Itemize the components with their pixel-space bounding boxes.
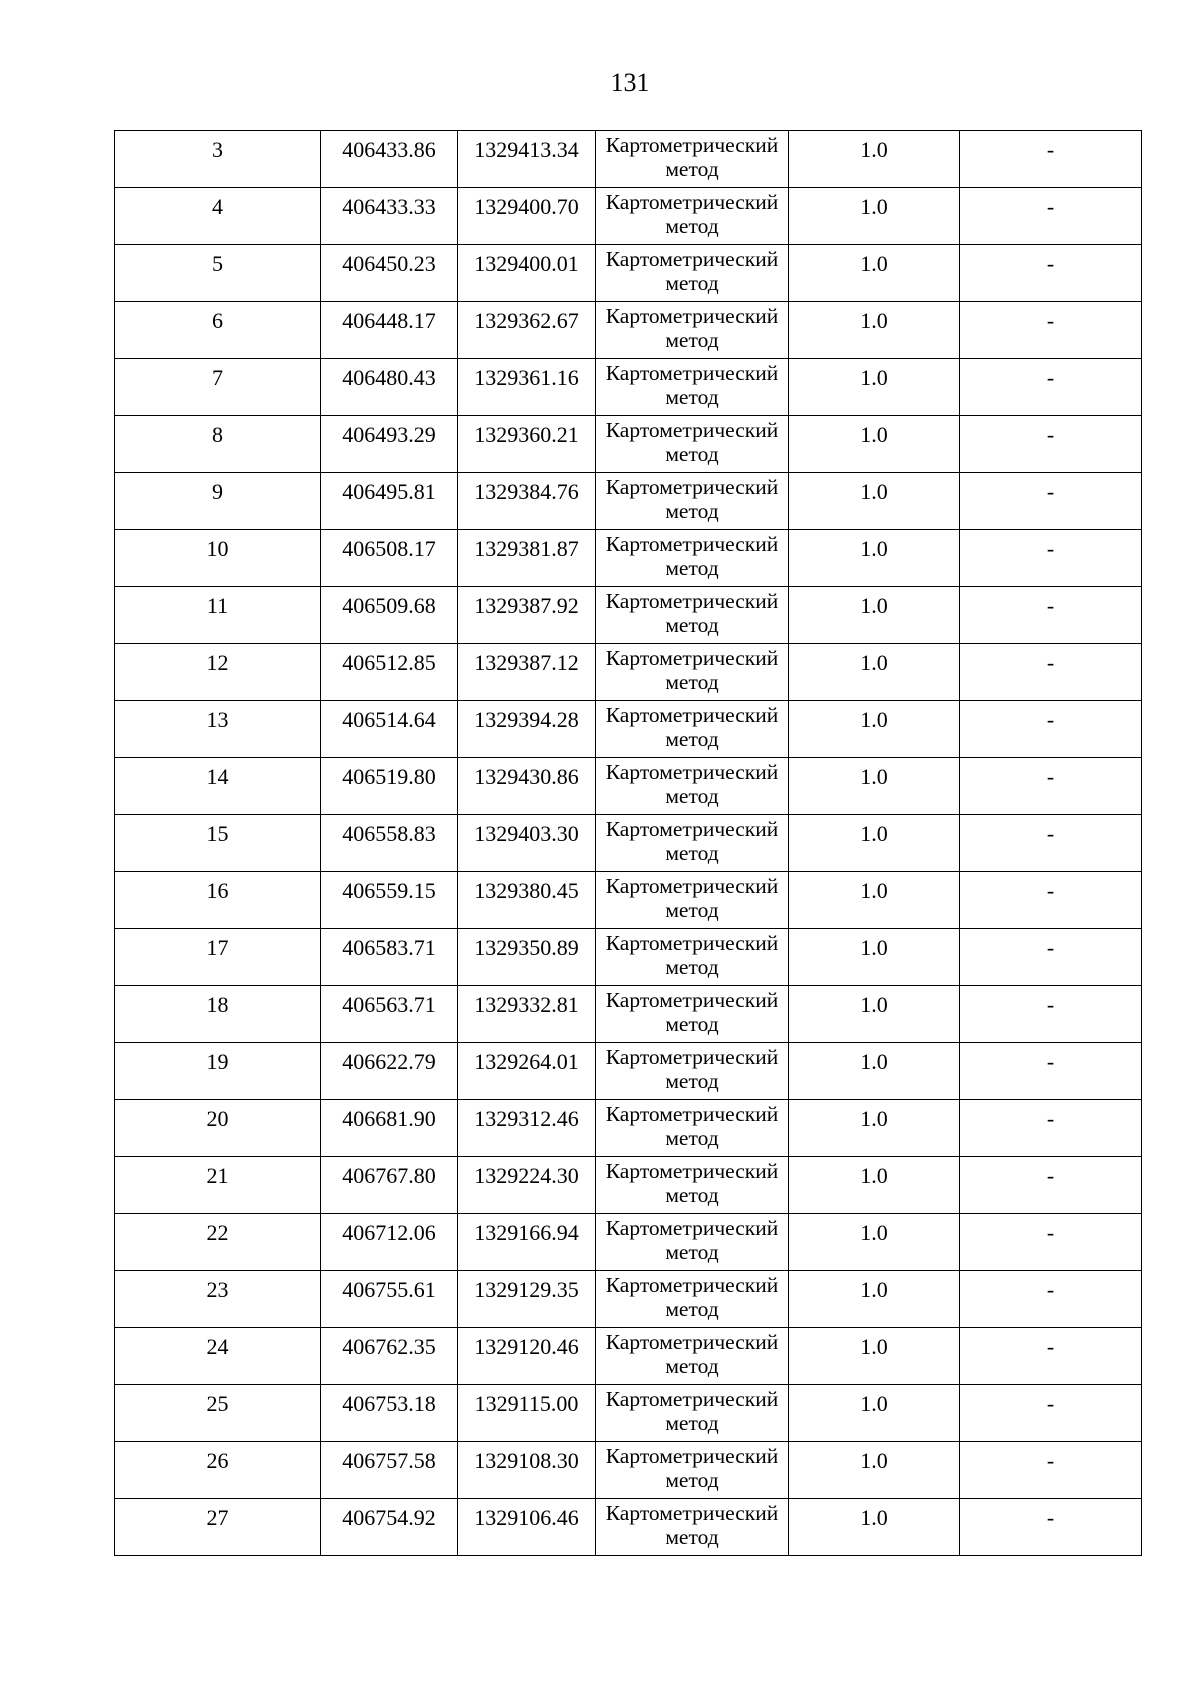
accuracy-cell: 1.0 bbox=[789, 131, 960, 188]
method-text-line: Картометрический bbox=[605, 931, 779, 955]
method-text-line: Картометрический bbox=[605, 1330, 779, 1354]
method-text-line: метод bbox=[665, 1354, 719, 1378]
method-cell bbox=[596, 359, 789, 416]
description-cell: - bbox=[960, 986, 1142, 1043]
table-row bbox=[115, 1100, 1142, 1157]
method-text-line: Картометрический bbox=[605, 133, 779, 157]
method-text-line: Картометрический bbox=[605, 418, 779, 442]
method-text-line: Картометрический bbox=[605, 646, 779, 670]
point-number-cell: 25 bbox=[115, 1385, 321, 1442]
x-coordinate-cell: 406767.80 bbox=[321, 1157, 458, 1214]
description-cell: - bbox=[960, 530, 1142, 587]
y-coordinate-cell: 1329332.81 bbox=[458, 986, 596, 1043]
accuracy-cell: 1.0 bbox=[789, 758, 960, 815]
accuracy-cell: 1.0 bbox=[789, 1328, 960, 1385]
method-cell bbox=[596, 644, 789, 701]
x-coordinate-cell: 406681.90 bbox=[321, 1100, 458, 1157]
y-coordinate-cell: 1329312.46 bbox=[458, 1100, 596, 1157]
table-row bbox=[115, 1442, 1142, 1499]
method-text-line: метод bbox=[665, 328, 719, 352]
point-number-cell: 14 bbox=[115, 758, 321, 815]
description-cell: - bbox=[960, 1271, 1142, 1328]
method-text-line: метод bbox=[665, 784, 719, 808]
method-text-line: Картометрический bbox=[605, 304, 779, 328]
accuracy-cell: 1.0 bbox=[789, 188, 960, 245]
point-number-cell: 10 bbox=[115, 530, 321, 587]
description-cell: - bbox=[960, 587, 1142, 644]
method-text-line: метод bbox=[665, 898, 719, 922]
y-coordinate-cell: 1329430.86 bbox=[458, 758, 596, 815]
method-cell bbox=[596, 929, 789, 986]
description-cell: - bbox=[960, 1214, 1142, 1271]
table-row bbox=[115, 359, 1142, 416]
point-number-cell: 7 bbox=[115, 359, 321, 416]
method-cell bbox=[596, 1499, 789, 1556]
table-row bbox=[115, 1499, 1142, 1556]
point-number-cell: 15 bbox=[115, 815, 321, 872]
table-row bbox=[115, 701, 1142, 758]
y-coordinate-cell: 1329400.01 bbox=[458, 245, 596, 302]
y-coordinate-cell: 1329350.89 bbox=[458, 929, 596, 986]
method-text-line: Картометрический bbox=[605, 589, 779, 613]
accuracy-cell: 1.0 bbox=[789, 1157, 960, 1214]
method-cell bbox=[596, 131, 789, 188]
point-number-cell: 6 bbox=[115, 302, 321, 359]
table-row bbox=[115, 188, 1142, 245]
table-row bbox=[115, 758, 1142, 815]
method-text-line: Картометрический bbox=[605, 1444, 779, 1468]
x-coordinate-cell: 406433.33 bbox=[321, 188, 458, 245]
table-row bbox=[115, 644, 1142, 701]
table-row bbox=[115, 1328, 1142, 1385]
x-coordinate-cell: 406622.79 bbox=[321, 1043, 458, 1100]
x-coordinate-cell: 406448.17 bbox=[321, 302, 458, 359]
x-coordinate-cell: 406512.85 bbox=[321, 644, 458, 701]
x-coordinate-cell: 406757.58 bbox=[321, 1442, 458, 1499]
x-coordinate-cell: 406754.92 bbox=[321, 1499, 458, 1556]
table-row bbox=[115, 416, 1142, 473]
x-coordinate-cell: 406433.86 bbox=[321, 131, 458, 188]
point-number-cell: 5 bbox=[115, 245, 321, 302]
method-cell bbox=[596, 872, 789, 929]
x-coordinate-cell: 406753.18 bbox=[321, 1385, 458, 1442]
y-coordinate-cell: 1329362.67 bbox=[458, 302, 596, 359]
method-text-line: Картометрический bbox=[605, 1216, 779, 1240]
method-text-line: метод bbox=[665, 1468, 719, 1492]
y-coordinate-cell: 1329380.45 bbox=[458, 872, 596, 929]
method-text-line: Картометрический bbox=[605, 817, 779, 841]
method-text-line: метод bbox=[665, 1069, 719, 1093]
point-number-cell: 26 bbox=[115, 1442, 321, 1499]
table-row bbox=[115, 929, 1142, 986]
method-text-line: Картометрический bbox=[605, 1273, 779, 1297]
x-coordinate-cell: 406762.35 bbox=[321, 1328, 458, 1385]
x-coordinate-cell: 406493.29 bbox=[321, 416, 458, 473]
table-row bbox=[115, 1385, 1142, 1442]
accuracy-cell: 1.0 bbox=[789, 1442, 960, 1499]
x-coordinate-cell: 406514.64 bbox=[321, 701, 458, 758]
method-text-line: Картометрический bbox=[605, 1045, 779, 1069]
x-coordinate-cell: 406563.71 bbox=[321, 986, 458, 1043]
method-text-line: Картометрический bbox=[605, 1159, 779, 1183]
accuracy-cell: 1.0 bbox=[789, 644, 960, 701]
method-text-line: метод bbox=[665, 1126, 719, 1150]
point-number-cell: 27 bbox=[115, 1499, 321, 1556]
method-cell bbox=[596, 1157, 789, 1214]
method-text-line: метод bbox=[665, 1012, 719, 1036]
method-text-line: метод bbox=[665, 1297, 719, 1321]
method-text-line: метод bbox=[665, 841, 719, 865]
y-coordinate-cell: 1329387.12 bbox=[458, 644, 596, 701]
y-coordinate-cell: 1329381.87 bbox=[458, 530, 596, 587]
coordinates-table-body bbox=[115, 131, 1142, 1556]
x-coordinate-cell: 406508.17 bbox=[321, 530, 458, 587]
table-row bbox=[115, 815, 1142, 872]
accuracy-cell: 1.0 bbox=[789, 359, 960, 416]
point-number-cell: 13 bbox=[115, 701, 321, 758]
table-row bbox=[115, 473, 1142, 530]
point-number-cell: 16 bbox=[115, 872, 321, 929]
y-coordinate-cell: 1329361.16 bbox=[458, 359, 596, 416]
accuracy-cell: 1.0 bbox=[789, 473, 960, 530]
method-text-line: метод bbox=[665, 670, 719, 694]
x-coordinate-cell: 406558.83 bbox=[321, 815, 458, 872]
description-cell: - bbox=[960, 1043, 1142, 1100]
method-text-line: Картометрический bbox=[605, 361, 779, 385]
description-cell: - bbox=[960, 1328, 1142, 1385]
method-text-line: метод bbox=[665, 271, 719, 295]
point-number-cell: 17 bbox=[115, 929, 321, 986]
method-text-line: Картометрический bbox=[605, 703, 779, 727]
method-text-line: метод bbox=[665, 1525, 719, 1549]
method-text-line: метод bbox=[665, 955, 719, 979]
description-cell: - bbox=[960, 473, 1142, 530]
description-cell: - bbox=[960, 872, 1142, 929]
y-coordinate-cell: 1329394.28 bbox=[458, 701, 596, 758]
table-row bbox=[115, 986, 1142, 1043]
method-cell bbox=[596, 986, 789, 1043]
table-row bbox=[115, 131, 1142, 188]
description-cell: - bbox=[960, 188, 1142, 245]
coordinates-table bbox=[114, 130, 1142, 1556]
y-coordinate-cell: 1329403.30 bbox=[458, 815, 596, 872]
method-cell bbox=[596, 758, 789, 815]
method-text-line: метод bbox=[665, 1183, 719, 1207]
y-coordinate-cell: 1329384.76 bbox=[458, 473, 596, 530]
method-cell bbox=[596, 1271, 789, 1328]
point-number-cell: 4 bbox=[115, 188, 321, 245]
y-coordinate-cell: 1329400.70 bbox=[458, 188, 596, 245]
x-coordinate-cell: 406450.23 bbox=[321, 245, 458, 302]
table-row bbox=[115, 587, 1142, 644]
method-text-line: метод bbox=[665, 214, 719, 238]
method-text-line: Картометрический bbox=[605, 247, 779, 271]
y-coordinate-cell: 1329166.94 bbox=[458, 1214, 596, 1271]
x-coordinate-cell: 406509.68 bbox=[321, 587, 458, 644]
accuracy-cell: 1.0 bbox=[789, 587, 960, 644]
description-cell: - bbox=[960, 1157, 1142, 1214]
method-text-line: Картометрический bbox=[605, 1102, 779, 1126]
description-cell: - bbox=[960, 644, 1142, 701]
accuracy-cell: 1.0 bbox=[789, 1271, 960, 1328]
table-row bbox=[115, 245, 1142, 302]
description-cell: - bbox=[960, 1385, 1142, 1442]
method-cell bbox=[596, 473, 789, 530]
accuracy-cell: 1.0 bbox=[789, 815, 960, 872]
point-number-cell: 9 bbox=[115, 473, 321, 530]
description-cell: - bbox=[960, 302, 1142, 359]
method-cell bbox=[596, 1100, 789, 1157]
x-coordinate-cell: 406583.71 bbox=[321, 929, 458, 986]
point-number-cell: 12 bbox=[115, 644, 321, 701]
method-cell bbox=[596, 245, 789, 302]
point-number-cell: 8 bbox=[115, 416, 321, 473]
accuracy-cell: 1.0 bbox=[789, 1499, 960, 1556]
point-number-cell: 22 bbox=[115, 1214, 321, 1271]
method-cell bbox=[596, 701, 789, 758]
description-cell: - bbox=[960, 131, 1142, 188]
method-text-line: Картометрический bbox=[605, 874, 779, 898]
description-cell: - bbox=[960, 929, 1142, 986]
method-text-line: Картометрический bbox=[605, 1501, 779, 1525]
description-cell: - bbox=[960, 1442, 1142, 1499]
x-coordinate-cell: 406712.06 bbox=[321, 1214, 458, 1271]
accuracy-cell: 1.0 bbox=[789, 302, 960, 359]
x-coordinate-cell: 406559.15 bbox=[321, 872, 458, 929]
accuracy-cell: 1.0 bbox=[789, 1100, 960, 1157]
method-cell bbox=[596, 1442, 789, 1499]
x-coordinate-cell: 406519.80 bbox=[321, 758, 458, 815]
method-text-line: Картометрический bbox=[605, 760, 779, 784]
description-cell: - bbox=[960, 1100, 1142, 1157]
method-cell bbox=[596, 302, 789, 359]
description-cell: - bbox=[960, 758, 1142, 815]
accuracy-cell: 1.0 bbox=[789, 245, 960, 302]
accuracy-cell: 1.0 bbox=[789, 872, 960, 929]
y-coordinate-cell: 1329129.35 bbox=[458, 1271, 596, 1328]
method-cell bbox=[596, 1328, 789, 1385]
description-cell: - bbox=[960, 1499, 1142, 1556]
method-cell bbox=[596, 416, 789, 473]
method-text-line: метод bbox=[665, 613, 719, 637]
method-text-line: метод bbox=[665, 556, 719, 580]
method-text-line: Картометрический bbox=[605, 475, 779, 499]
table-row bbox=[115, 530, 1142, 587]
method-text-line: Картометрический bbox=[605, 190, 779, 214]
y-coordinate-cell: 1329360.21 bbox=[458, 416, 596, 473]
y-coordinate-cell: 1329115.00 bbox=[458, 1385, 596, 1442]
method-text-line: Картометрический bbox=[605, 1387, 779, 1411]
description-cell: - bbox=[960, 416, 1142, 473]
accuracy-cell: 1.0 bbox=[789, 1214, 960, 1271]
y-coordinate-cell: 1329120.46 bbox=[458, 1328, 596, 1385]
description-cell: - bbox=[960, 815, 1142, 872]
method-text-line: метод bbox=[665, 442, 719, 466]
accuracy-cell: 1.0 bbox=[789, 929, 960, 986]
table-row bbox=[115, 1271, 1142, 1328]
description-cell: - bbox=[960, 359, 1142, 416]
method-text-line: метод bbox=[665, 157, 719, 181]
method-cell bbox=[596, 188, 789, 245]
method-cell bbox=[596, 815, 789, 872]
method-cell bbox=[596, 1385, 789, 1442]
accuracy-cell: 1.0 bbox=[789, 416, 960, 473]
method-text-line: метод bbox=[665, 499, 719, 523]
y-coordinate-cell: 1329224.30 bbox=[458, 1157, 596, 1214]
method-cell bbox=[596, 1043, 789, 1100]
description-cell: - bbox=[960, 245, 1142, 302]
y-coordinate-cell: 1329108.30 bbox=[458, 1442, 596, 1499]
method-text-line: Картометрический bbox=[605, 988, 779, 1012]
table-row bbox=[115, 302, 1142, 359]
method-text-line: метод bbox=[665, 1411, 719, 1435]
point-number-cell: 19 bbox=[115, 1043, 321, 1100]
accuracy-cell: 1.0 bbox=[789, 1043, 960, 1100]
accuracy-cell: 1.0 bbox=[789, 530, 960, 587]
point-number-cell: 18 bbox=[115, 986, 321, 1043]
page-number: 131 bbox=[610, 68, 650, 97]
point-number-cell: 21 bbox=[115, 1157, 321, 1214]
point-number-cell: 24 bbox=[115, 1328, 321, 1385]
method-text-line: метод bbox=[665, 1240, 719, 1264]
accuracy-cell: 1.0 bbox=[789, 986, 960, 1043]
point-number-cell: 11 bbox=[115, 587, 321, 644]
accuracy-cell: 1.0 bbox=[789, 1385, 960, 1442]
y-coordinate-cell: 1329264.01 bbox=[458, 1043, 596, 1100]
y-coordinate-cell: 1329387.92 bbox=[458, 587, 596, 644]
table-row bbox=[115, 1214, 1142, 1271]
table-row bbox=[115, 1157, 1142, 1214]
method-text-line: метод bbox=[665, 385, 719, 409]
x-coordinate-cell: 406480.43 bbox=[321, 359, 458, 416]
point-number-cell: 3 bbox=[115, 131, 321, 188]
point-number-cell: 20 bbox=[115, 1100, 321, 1157]
method-cell bbox=[596, 530, 789, 587]
method-cell bbox=[596, 587, 789, 644]
table-row bbox=[115, 1043, 1142, 1100]
accuracy-cell: 1.0 bbox=[789, 701, 960, 758]
x-coordinate-cell: 406755.61 bbox=[321, 1271, 458, 1328]
point-number-cell: 23 bbox=[115, 1271, 321, 1328]
method-text-line: метод bbox=[665, 727, 719, 751]
x-coordinate-cell: 406495.81 bbox=[321, 473, 458, 530]
method-cell bbox=[596, 1214, 789, 1271]
y-coordinate-cell: 1329413.34 bbox=[458, 131, 596, 188]
description-cell: - bbox=[960, 701, 1142, 758]
method-text-line: Картометрический bbox=[605, 532, 779, 556]
table-row bbox=[115, 872, 1142, 929]
y-coordinate-cell: 1329106.46 bbox=[458, 1499, 596, 1556]
